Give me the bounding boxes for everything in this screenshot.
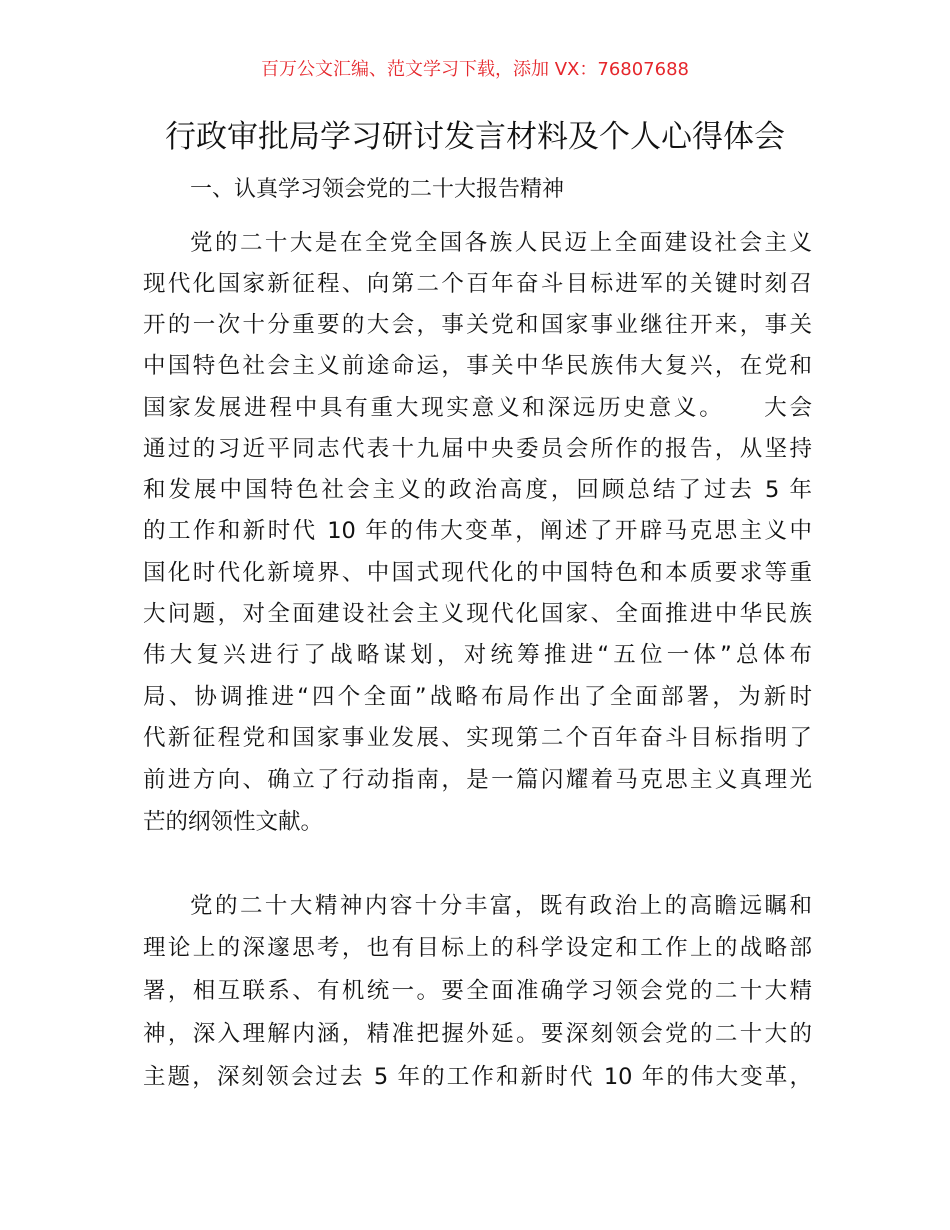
paragraph-1-line: 大问题，对全面建设社会主义现代化国家、全面推进中华民族 (143, 601, 812, 627)
paragraph-1-line: 现代化国家新征程、向第二个百年奋斗目标进军的关键时刻召 (143, 271, 812, 297)
paragraph-1-line: 伟大复兴进行了战略谋划，对统筹推进“五位一体”总体布 (143, 642, 812, 668)
paragraph-2-line: 主题，深刻领会过去 5 年的工作和新时代 10 年的伟大变革， (143, 1064, 812, 1090)
paragraph-1-line: 通过的习近平同志代表十九届中央委员会所作的报告，从坚持 (143, 436, 812, 462)
paragraph-1-line: 中国特色社会主义前途命运，事关中华民族伟大复兴，在党和 (143, 353, 812, 379)
paragraph-1-line: 和发展中国特色社会主义的政治高度，回顾总结了过去 5 年 (143, 477, 812, 503)
paragraph-2-line: 神，深入理解内涵，精准把握外延。要深刻领会党的二十大的 (143, 1021, 812, 1047)
paragraph-2-line: 党的二十大精神内容十分丰富，既有政治上的高瞻远瞩和 (190, 893, 812, 919)
paragraph-1-line: 前进方向、确立了行动指南，是一篇闪耀着马克思主义真理光 (143, 767, 812, 793)
paragraph-1-line: 代新征程党和国家事业发展、实现第二个百年奋斗目标指明了 (143, 725, 812, 751)
paragraph-1-line: 局、协调推进“四个全面”战略布局作出了全面部署，为新时 (143, 684, 812, 710)
paragraph-2-line: 署，相互联系、有机统一。要全面准确学习领会党的二十大精 (143, 978, 812, 1004)
paragraph-1-line: 芒的纲领性文献。 (143, 809, 324, 835)
paragraph-1-line: 党的二十大是在全党全国各族人民迈上全面建设社会主义 (190, 230, 812, 256)
paragraph-1-line: 国化时代化新境界、中国式现代化的中国特色和本质要求等重 (143, 560, 812, 586)
paragraph-1-line: 国家发展进程中具有重大现实意义和深远历史意义。 大会 (143, 395, 812, 421)
section-heading: 一、认真学习领会党的二十大报告精神 (190, 177, 565, 202)
watermark-contact-banner: 百万公文汇编、范文学习下载，添加 VX：76807688 (261, 59, 689, 80)
paragraph-1-line: 开的一次十分重要的大会，事关党和国家事业继往开来，事关 (143, 312, 812, 338)
paragraph-1-line: 的工作和新时代 10 年的伟大变革，阐述了开辟马克思主义中 (143, 518, 812, 544)
paragraph-2-line: 理论上的深邃思考，也有目标上的科学设定和工作上的战略部 (143, 935, 812, 961)
document-title: 行政审批局学习研讨发言材料及个人心得体会 (165, 119, 785, 155)
